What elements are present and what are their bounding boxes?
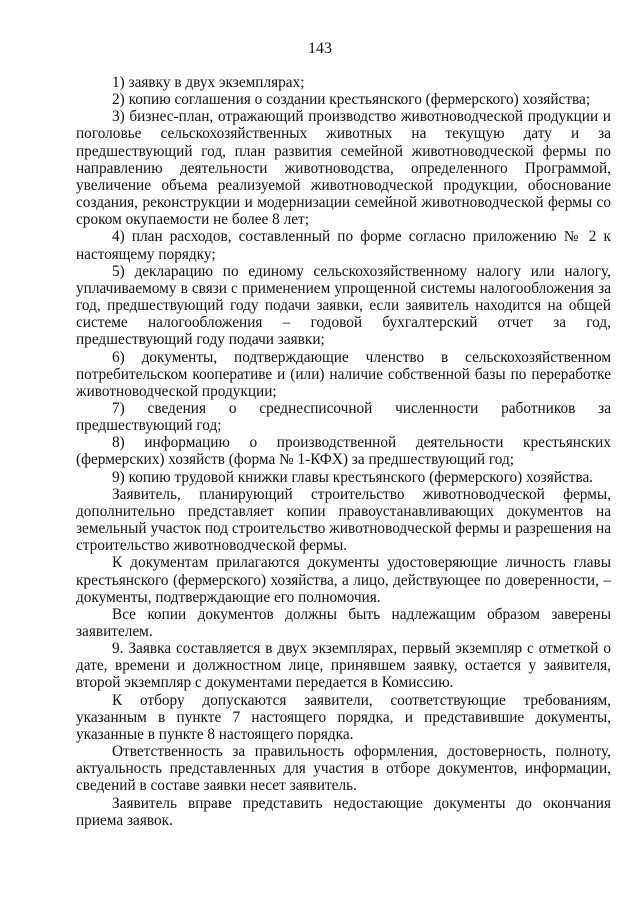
paragraph: 7) сведения о среднесписочной численности работников за предшествующий год; — [76, 399, 611, 435]
paragraph: 4) план расходов, составленный по форме согласно приложению № 2 к настоящему порядку; — [76, 228, 611, 263]
paragraph: 3) бизнес-план, отражающий производство животноводческой продукции и поголовье сельскохозяйственных животных на текущую дату и за предшествующий год, план развития семейной животноводческой фермы по направлению деятельности животноводства, определенного Программой, увеличение объема реализуемой животноводческой продукции, обоснование создания, реконструкции и модернизации семейной животноводческой фермы со сроком окупаемости не более 8 лет; — [76, 108, 611, 229]
paragraph: 1) заявку в двух экземплярах; — [112, 74, 305, 91]
paragraph: 2) копию соглашения о создании крестьянского (фермерского) хозяйства; — [112, 91, 591, 109]
paragraph: Ответственность за правильность оформления, достоверность, полноту, актуальность представленных для участия в отборе документов, информации, сведений в составе заявки несет заявитель. — [76, 743, 611, 795]
paragraph: К документам прилагаются документы удостоверяющие личность главы крестьянского (фермерского) хозяйства, а лицо, действующее по доверенности, – документы, подтверждающие его полномочия. — [76, 554, 611, 606]
paragraph: Все копии документов должны быть надлежащим образом заверены заявителем. — [76, 605, 611, 640]
page-number: 143 — [308, 40, 332, 57]
paragraph: 6) документы, подтверждающие членство в сельскохозяйственном потребительском кооперативе и (или) наличие собственной базы по переработке животноводческой продукции; — [76, 348, 611, 400]
paragraph: К отбору допускаются заявители, соответствующие требованиям, указанным в пункте 7 настоящего порядка, и представившие документы, указанные в пункте 8 настоящего порядка. — [76, 691, 611, 743]
paragraph: Заявитель, планирующий строительство животноводческой фермы, дополнительно представляет копии правоустанавливающих документов на земельный участок под строительство животноводческой фермы и разрешения на строительство животноводческой фермы. — [76, 485, 611, 555]
paragraph: 9) копию трудовой книжки главы крестьянского (фермерского) хозяйства. — [112, 468, 594, 486]
document-body — [76, 74, 611, 829]
paragraph: 5) декларацию по единому сельскохозяйственному налогу или налогу, уплачиваемому в связи с применением упрощенной системы налогообложения за год, предшествующий году подачи заявки, если заявитель находится на общей системе налогообложения – годовой бухгалтерский отчет за год, предшествующий году подачи заявки; — [76, 262, 611, 349]
paragraph: Заявитель вправе представить недостающие документы до окончания приема заявок. — [76, 794, 611, 829]
paragraph: 8) информацию о производственной деятельности крестьянских (фермерских) хозяйств (форма № 1-КФХ) за предшествующий год; — [76, 434, 611, 469]
paragraph: 9. Заявка составляется в двух экземплярах, первый экземпляр с отметкой о дате, времени и должностном лице, принявшем заявку, остается у заявителя, второй экземпляр с документами передается в Комиссию. — [76, 640, 611, 692]
